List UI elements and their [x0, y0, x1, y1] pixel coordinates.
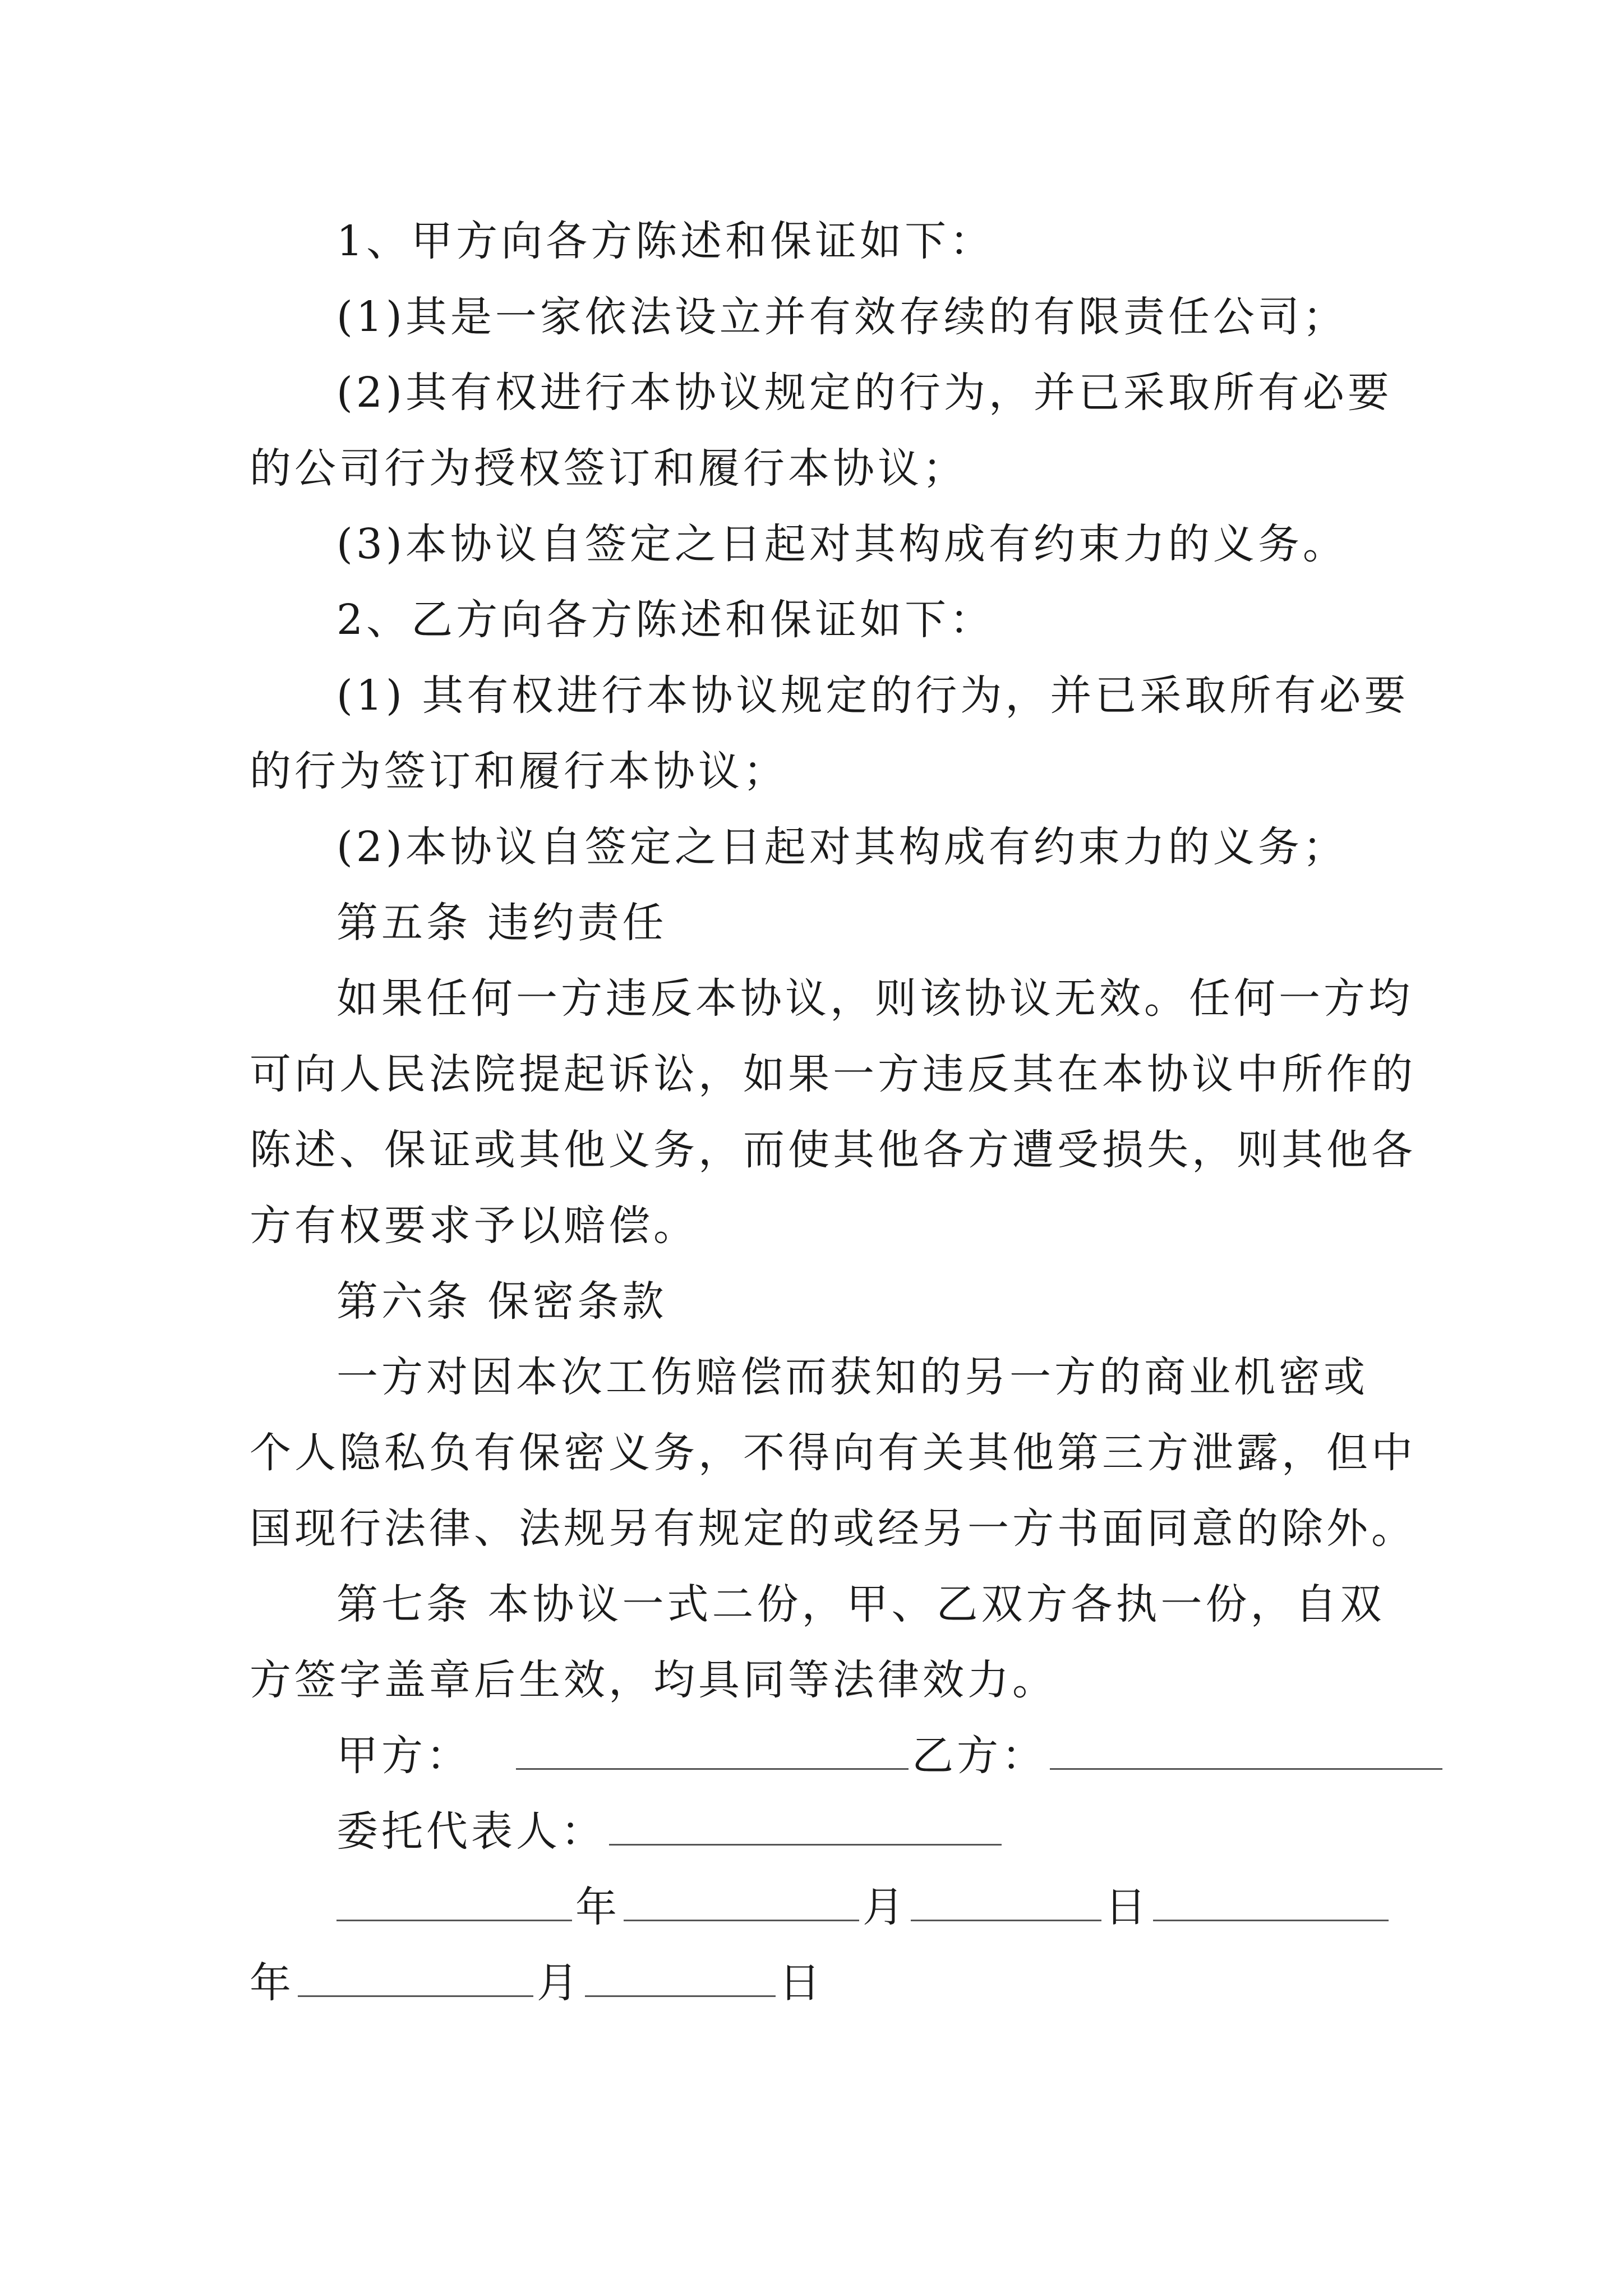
date-1-month-label: 月 [863, 1883, 907, 1931]
article-6-line-2: 个人隐私负有保密义务，不得向有关其他第三方泄露，但中 [250, 1429, 1416, 1477]
article-5-line-2: 可向人民法院提起诉讼，如果一方违反其在本协议中所作的 [250, 1050, 1416, 1098]
clause-2-heading: 2、乙方向各方陈述和保证如下： [336, 596, 995, 644]
article-6-line-1: 一方对因本次工伤赔偿而获知的另一方的商业机密或 [336, 1353, 1368, 1401]
date-2-month-blank[interactable] [298, 1963, 533, 1997]
agent-signature-blank[interactable] [609, 1811, 1002, 1846]
date-1-day-blank[interactable] [911, 1887, 1101, 1921]
date-1-year-label: 年 [575, 1883, 620, 1931]
article-6-line-3: 国现行法律、法规另有规定的或经另一方书面同意的除外。 [250, 1504, 1416, 1553]
clause-2-item-1-line-2: 的行为签订和履行本协议； [250, 747, 788, 795]
article-5-line-1: 如果任何一方违反本协议，则该协议无效。任何一方均 [336, 974, 1413, 1023]
date-1-year-blank[interactable] [336, 1887, 572, 1921]
clause-1-item-3: (3)本协议自签定之日起对其构成有约束力的义务。 [336, 520, 1348, 568]
article-5-line-4: 方有权要求予以赔偿。 [250, 1202, 698, 1250]
party-b-label: 乙方： [912, 1732, 1046, 1780]
clause-1-heading: 1、甲方向各方陈述和保证如下： [336, 217, 995, 265]
agent-label: 委托代表人： [336, 1807, 606, 1856]
party-a-label: 甲方： [336, 1732, 471, 1780]
date-2-year-label: 年 [250, 1959, 294, 2007]
party-b-signature-blank[interactable] [1050, 1736, 1442, 1770]
clause-2-item-2: (2)本协议自签定之日起对其构成有约束力的义务； [336, 823, 1348, 871]
date-2-month-label: 月 [537, 1959, 582, 2007]
clause-1-item-2-line-1: (2)其有权进行本协议规定的行为，并已采取所有必要 [336, 369, 1393, 417]
date-2-day-label: 日 [779, 1959, 824, 2007]
article-5-line-3: 陈述、保证或其他义务，而使其他各方遭受损失，则其他各 [250, 1126, 1416, 1174]
date-1-month-blank[interactable] [624, 1887, 859, 1921]
date-2-year-blank[interactable] [1153, 1887, 1389, 1921]
signature-row-agent [336, 1803, 1005, 1860]
clause-1-item-2-line-2: 的公司行为授权签订和履行本协议； [250, 444, 967, 493]
clause-1-item-1: (1)其是一家依法设立并有效存续的有限责任公司； [336, 293, 1348, 341]
article-7-line-1: 第七条 本协议一式二份，甲、乙双方各执一份，自双 [336, 1580, 1385, 1628]
date-2-day-blank[interactable] [585, 1963, 776, 1997]
article-5-title: 第五条 违约责任 [336, 899, 667, 947]
article-6-title: 第六条 保密条款 [336, 1277, 667, 1326]
date-row-1 [336, 1879, 1392, 1935]
signature-row-parties [336, 1728, 1446, 1784]
clause-2-item-1-line-1: (1) 其有权进行本协议规定的行为，并已采取所有必要 [336, 671, 1409, 720]
party-a-signature-blank[interactable] [516, 1736, 909, 1770]
article-7-line-2: 方签字盖章后生效，均具同等法律效力。 [250, 1656, 1057, 1704]
date-row-2 [250, 1955, 824, 2011]
date-1-day-label: 日 [1105, 1883, 1150, 1931]
